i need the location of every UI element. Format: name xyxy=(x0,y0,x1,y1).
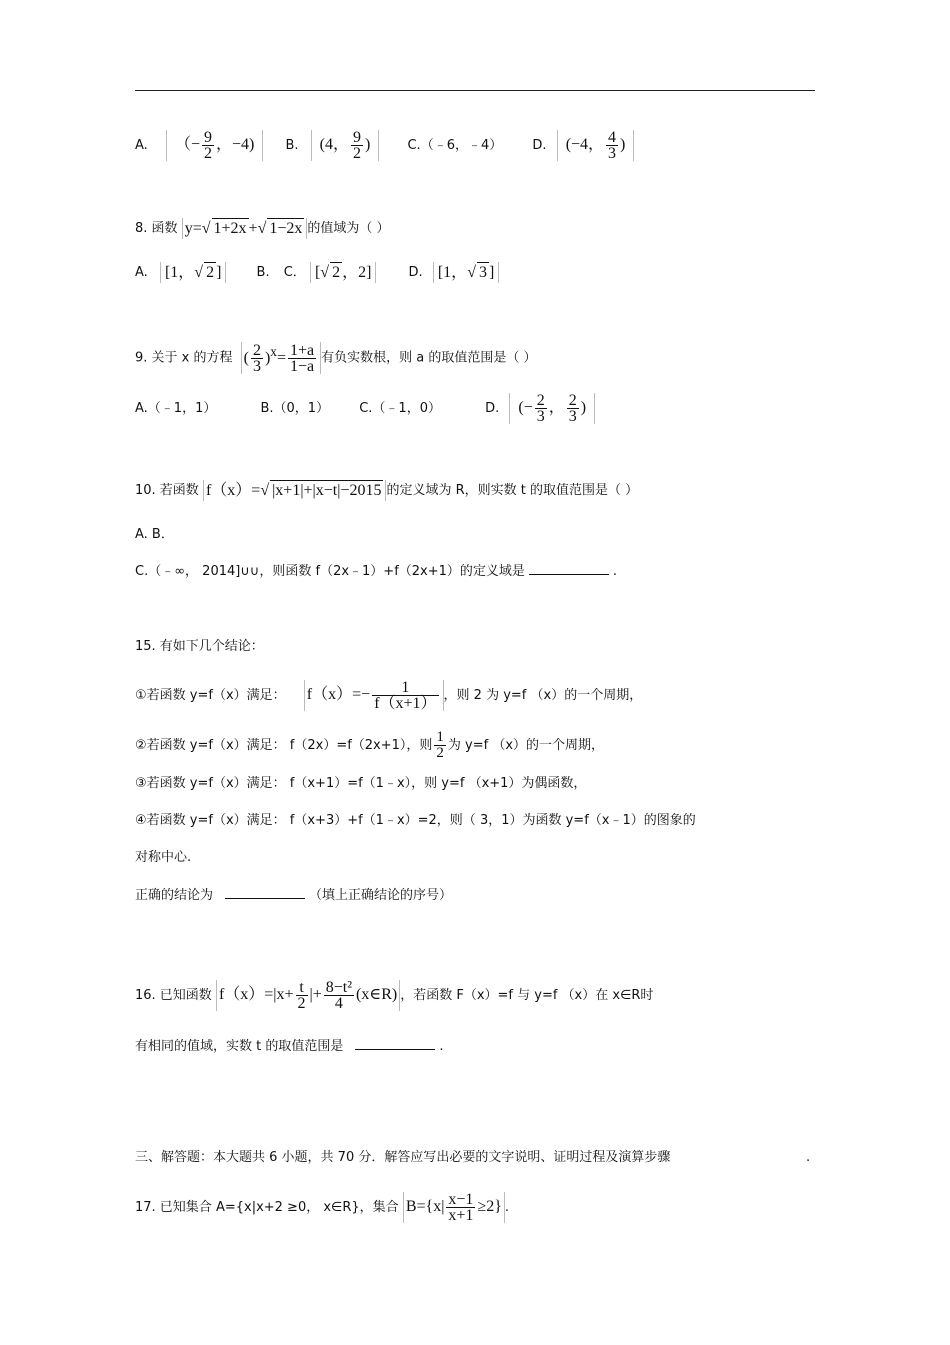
section-3-heading-end: . xyxy=(806,1150,811,1165)
answer-hint: （填上正确结论的序号） xyxy=(309,888,453,903)
radicand: 1+2x xyxy=(213,220,247,237)
question-text: 有负实数根，则 a 的取值范围是（ ） xyxy=(321,350,537,366)
q9-stem xyxy=(135,342,537,374)
statement-text: ②若函数 y=f（x）满足： f（2x）=f（2x+1），则 xyxy=(135,738,433,753)
fraction xyxy=(251,343,263,374)
formula-text: + xyxy=(248,220,258,237)
fraction xyxy=(446,1192,475,1223)
fraction xyxy=(351,130,363,161)
formula-text: ≥2} xyxy=(477,1198,502,1216)
option-b-label: B. xyxy=(285,138,299,153)
formula-text: ，−4) xyxy=(215,136,255,154)
q9-options xyxy=(135,393,595,424)
question-text: 9. 关于 x 的方程 xyxy=(135,350,233,366)
option-c-formula: [√ 2 ，2] xyxy=(310,262,376,283)
numerator: 9 xyxy=(203,129,212,146)
formula-text: ] xyxy=(488,264,495,281)
q15-statement-4: ④若函数 y=f（x）满足： f（x+3）+f（1﹣x）=2，则（ 3，1）为函数 y=f（x﹣1）的图象的 xyxy=(135,813,696,828)
answer-blank[interactable] xyxy=(355,1037,435,1050)
question-text: 10. 若函数 xyxy=(135,483,199,498)
formula-text: (− xyxy=(518,399,533,417)
formula-text: f（x）=|x+ xyxy=(218,986,294,1004)
q15-statement-1 xyxy=(135,680,642,711)
option-c: C.（﹣∞， 2014]∪∪，则函数 f（2x﹣1）+f（2x+1）的定义域是 xyxy=(135,564,525,579)
option-c: C.（﹣6，﹣4） xyxy=(407,138,503,153)
numerator: t xyxy=(296,980,308,996)
statement-text: ①若函数 y=f（x）满足： xyxy=(135,688,286,703)
numerator: 1+a xyxy=(290,342,315,360)
denominator: x+1 xyxy=(448,1207,474,1224)
formula-text: y= xyxy=(184,220,202,237)
punctuation: . xyxy=(504,1200,510,1215)
q10-ab: A. B． xyxy=(135,527,174,542)
question-text: 的定义域为 R，则实数 t 的取值范围是（ ） xyxy=(386,483,639,498)
fraction xyxy=(288,343,316,374)
q9-formula: ( $\frac{2}{3}$ )$^x$= $\frac{1+a}{1-a}$ xyxy=(241,342,321,374)
option-d-formula xyxy=(509,393,595,424)
denominator: 3 xyxy=(608,145,617,162)
numerator: 2 xyxy=(536,392,545,409)
question-text: ，若函数 F（x）=f 与 y=f （x）在 x∈R时 xyxy=(400,988,654,1003)
statement-text: ，则 2 为 y=f （x）的一个周期， xyxy=(443,688,643,703)
q16-formula xyxy=(216,980,400,1011)
option-b-formula xyxy=(311,130,380,161)
formula-text: [ xyxy=(314,264,321,281)
formula-text: ) xyxy=(580,399,587,417)
formula-text: |+ xyxy=(309,986,322,1004)
section-3-heading: 三、解答题：本大题共 6 小题，共 70 分．解答应写出必要的文字说明、证明过程及演算步骤 xyxy=(135,1150,671,1165)
q8-stem xyxy=(135,218,390,239)
radicand: 3 xyxy=(478,264,487,281)
q16-line-2 xyxy=(135,1037,444,1057)
numerator: 1 xyxy=(436,729,444,745)
fraction xyxy=(434,730,446,761)
answer-blank[interactable] xyxy=(225,886,305,899)
q16-stem xyxy=(135,980,653,1011)
denominator: 3 xyxy=(536,408,545,425)
formula-text: ，2] xyxy=(342,264,372,281)
q10-c xyxy=(135,562,617,582)
option-a-formula: [1，√ 2 ] xyxy=(160,262,226,283)
numerator: 1 xyxy=(372,680,438,696)
formula-text: f（x）=− xyxy=(306,686,371,704)
denominator: 2 xyxy=(436,745,444,761)
option-a-label: A. xyxy=(135,265,148,280)
numerator: x−1 xyxy=(448,1191,474,1208)
fraction xyxy=(296,980,308,1011)
denominator: 2 xyxy=(297,995,306,1012)
formula-text: [1， xyxy=(437,264,468,281)
option-c-label: C． xyxy=(283,265,306,280)
formula-text: [1， xyxy=(164,264,195,281)
formula-text: ) xyxy=(620,136,626,154)
denominator: 3 xyxy=(252,358,261,376)
option-d-formula xyxy=(557,130,635,161)
statement-text: 为 y=f （x）的一个周期， xyxy=(447,738,605,753)
punctuation: . xyxy=(439,1039,444,1054)
question-text: 的值域为（ ） xyxy=(307,221,390,236)
q8-formula: y=√ 1+2x +√ 1−2x xyxy=(182,218,308,239)
denominator: 3 xyxy=(568,408,577,425)
question-text: 8. 函数 xyxy=(135,221,178,236)
fraction xyxy=(535,393,547,424)
formula-text: （− xyxy=(174,136,200,154)
formula-text: ] xyxy=(216,264,222,281)
denominator: 2 xyxy=(203,145,212,162)
option-a-formula xyxy=(166,130,263,161)
fraction xyxy=(606,130,618,161)
answer-blank[interactable] xyxy=(529,562,609,575)
numerator: 2 xyxy=(568,392,577,409)
radicand: 2 xyxy=(206,264,215,281)
option-b-label: B. xyxy=(256,265,270,280)
option-d-label: D. xyxy=(408,265,423,280)
q10-formula: f（x）=√ |x+1|+|x−t|−2015 xyxy=(203,480,387,501)
numerator: 8−t² xyxy=(325,979,353,996)
formula-text: B={x| xyxy=(405,1198,445,1216)
formula-text: ) xyxy=(365,136,371,154)
option-d-label: D. xyxy=(485,401,500,416)
q10-stem xyxy=(135,480,638,501)
question-text: 有相同的值域，实数 t 的取值范围是 xyxy=(135,1039,344,1054)
denominator: 1−a xyxy=(290,358,315,376)
option-a: A.（﹣1，1） xyxy=(135,401,217,416)
q17-formula xyxy=(403,1192,505,1223)
option-b: B.（0，1） xyxy=(260,401,330,416)
radicand: |x+1|+|x−t|−2015 xyxy=(272,482,382,499)
question-text: 16. 已知函数 xyxy=(135,988,212,1003)
fraction xyxy=(324,980,354,1011)
option-c: C.（﹣1，0） xyxy=(359,401,441,416)
denominator: 4 xyxy=(334,995,343,1012)
header-rule xyxy=(135,90,815,91)
statement-1-formula xyxy=(304,680,444,711)
radicand: 2 xyxy=(332,264,341,281)
answer-prompt: 正确的结论为 xyxy=(135,888,214,903)
denominator: f（x+1） xyxy=(374,695,437,712)
option-a-label: A. xyxy=(135,138,148,153)
option-d-label: D. xyxy=(532,138,547,153)
question-text: 17. 已知集合 A={x|x+2 ≥0， x∈R}，集合 xyxy=(135,1200,399,1215)
formula-text: = xyxy=(276,349,286,367)
formula-text: ， xyxy=(548,399,565,417)
fraction xyxy=(372,680,438,711)
q7-options xyxy=(135,130,634,161)
numerator: 2 xyxy=(252,342,261,360)
q15-statement-4-cont: 对称中心. xyxy=(135,850,192,865)
numerator: 4 xyxy=(608,129,617,146)
fraction xyxy=(567,393,579,424)
formula-text: (−4， xyxy=(565,136,605,154)
denominator: 2 xyxy=(353,145,362,162)
q15-title: 15. 有如下几个结论： xyxy=(135,639,264,654)
q15-answer xyxy=(135,886,452,906)
option-d-formula: [1，√ 3 ] xyxy=(433,262,499,283)
punctuation: . xyxy=(612,564,618,579)
fraction xyxy=(202,130,214,161)
numerator: 9 xyxy=(353,129,362,146)
q8-options xyxy=(135,262,499,283)
formula-text: (x∈R) xyxy=(356,986,398,1004)
radicand: 1−2x xyxy=(269,220,303,237)
q15-statement-3: ③若函数 y=f（x）满足： f（x+1）=f（1﹣x），则 y=f （x+1）为偶函数， xyxy=(135,776,587,791)
formula-text: f（x）= xyxy=(205,482,261,499)
q17-stem xyxy=(135,1192,509,1223)
exponent: x xyxy=(270,344,277,359)
q15-statement-2 xyxy=(135,730,604,761)
formula-text: (4， xyxy=(319,136,350,154)
